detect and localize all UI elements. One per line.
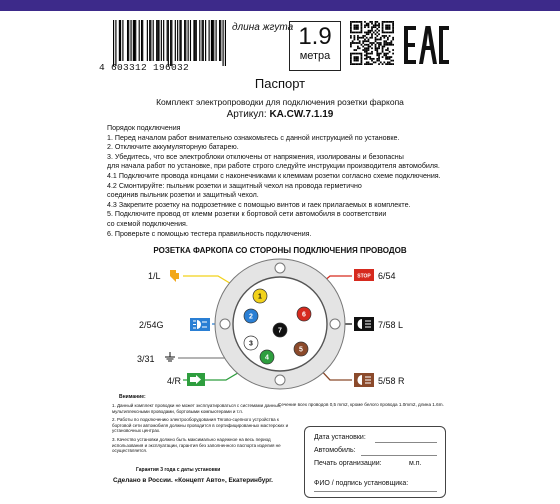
label-6-54: 6/54 <box>378 271 396 281</box>
instruction-line: 1. Перед началом работ внимательно ознакомьтесь с данной инструкцией по установке. <box>107 133 400 142</box>
note-item: 1. Данный комплект проводки не может эксплуатироваться с системами данных, мультиплексными проводами, бортовыми компьютерами и т.п. <box>112 403 282 414</box>
length-label: длина жгута <box>232 22 294 33</box>
length-unit: метра <box>299 50 331 62</box>
notes-list <box>112 403 297 457</box>
instruction-line: со схемой подключения. <box>107 219 188 228</box>
pin-1-label: 1 <box>258 293 262 301</box>
connection-instructions <box>107 124 452 239</box>
note-item: 2. Работы по подключению электрооборудования Тягово-сцепного устройства к бортовой сети автомобиля должны проводится в сертифицированных мастерских и установочных центрах. <box>112 417 289 434</box>
made-in-text: Сделано в России. «Концепт Авто», Екатеринбург. <box>113 477 273 484</box>
article-label: Артикул: <box>226 109 267 120</box>
warranty-text: Гарантия 3 года с даты установки <box>136 467 221 473</box>
pin-6-label: 6 <box>302 311 306 319</box>
installation-form <box>304 426 446 498</box>
label-2-54G: 2/54G <box>139 320 164 330</box>
form-org-stamp-label: Печать организации: <box>314 460 382 467</box>
socket-wiring-diagram <box>130 256 430 401</box>
form-installer-line[interactable] <box>314 491 437 492</box>
ground-icon <box>165 352 175 361</box>
instruction-line: для начала работ по установке, при работе строго следуйте инструкции производителя автомобиля. <box>107 162 440 171</box>
instruction-line: 6. Проверьте с помощью тестера правильность подключения. <box>107 229 312 238</box>
eac-certification-logo <box>403 22 449 68</box>
article-number <box>0 109 560 120</box>
label-1-L: 1/L <box>148 271 161 281</box>
form-install-date-label: Дата установки: <box>314 434 366 441</box>
instruction-line: соединив пыльник розетки и защитный чехол. <box>107 191 259 200</box>
mount-hole-right <box>330 319 340 329</box>
parking-light-left-icon <box>354 317 374 331</box>
qr-code <box>350 21 394 65</box>
wire-section-note: Сечение всех проводов 0,5 mm2, кроме белого провода 1.0mm2, длина 1.6m. <box>278 402 444 407</box>
instruction-line: 5. Подключите провод от клемм розетки к бортовой сети автомобиля в соответствии <box>107 210 387 219</box>
form-vehicle-line[interactable] <box>361 455 437 456</box>
instruction-line: Порядок подключения <box>107 124 181 132</box>
pin-3-label: 3 <box>249 340 253 348</box>
fog-light-icon <box>190 318 210 331</box>
label-7-58L: 7/58 L <box>378 320 404 330</box>
article-value: KA.CW.7.1.19 <box>269 109 334 120</box>
stop-badge-text: STOP <box>357 273 371 280</box>
pin-4-label: 4 <box>265 354 269 362</box>
document-subtitle: Комплект электропроводки для подключения розетки фаркопа <box>156 97 404 107</box>
mount-hole-top <box>275 263 285 273</box>
instruction-line: 4.3 Закрепите розетку на подрозетнике с помощью винтов и гаек прилагаемых в комплекте. <box>107 200 411 209</box>
parking-light-right-icon <box>354 373 374 387</box>
mount-hole-left <box>220 319 230 329</box>
stop-light-icon <box>354 269 374 281</box>
barcode-digits: 4 603312 196032 <box>99 62 190 73</box>
label-5-58R: 5/58 R <box>378 376 405 386</box>
turn-left-icon <box>170 270 179 282</box>
form-vehicle-label: Автомобиль: <box>314 447 356 454</box>
instruction-line: 4.2 Смонтируйте: пыльник розетки и защитный чехол на провода герметично <box>107 181 362 190</box>
document-title: Паспорт <box>254 76 306 91</box>
mount-hole-bottom <box>275 375 285 385</box>
form-installer-label: ФИО / подпись установщика: <box>314 480 409 487</box>
turn-right-icon <box>187 373 205 386</box>
label-4-R: 4/R <box>167 376 182 386</box>
pin-5-label: 5 <box>299 346 303 354</box>
top-color-band <box>0 0 560 11</box>
instruction-line: 4.1 Подключите провода концами с наконечниками к клеммам розетки согласно схеме подключения. <box>107 171 441 180</box>
pin-7-label: 7 <box>278 327 282 335</box>
form-install-date-line[interactable] <box>375 442 437 443</box>
length-box <box>289 21 341 71</box>
pin-2-label: 2 <box>249 313 253 321</box>
label-3-31: 3/31 <box>137 354 155 364</box>
length-value: 1.9 <box>298 23 332 50</box>
instruction-line: 2. Отключите аккумуляторную батарею. <box>107 143 239 152</box>
notes-heading: Внимание: <box>119 394 146 400</box>
form-stamp-abbr: м.п. <box>409 460 422 467</box>
diagram-title: РОЗЕТКА ФАРКОПА СО СТОРОНЫ ПОДКЛЮЧЕНИЯ ПРОВОДОВ <box>153 246 407 255</box>
note-item: 3. Качество установки должно быть максимально надежное на весь период использования и эксплуатации, гарантия без заполненного паспорта изделия не осуществляется. <box>112 436 281 454</box>
instruction-line: 3. Убедитесь, что все электроблоки отключены от напряжения, изолированы и безопасны <box>107 152 404 161</box>
